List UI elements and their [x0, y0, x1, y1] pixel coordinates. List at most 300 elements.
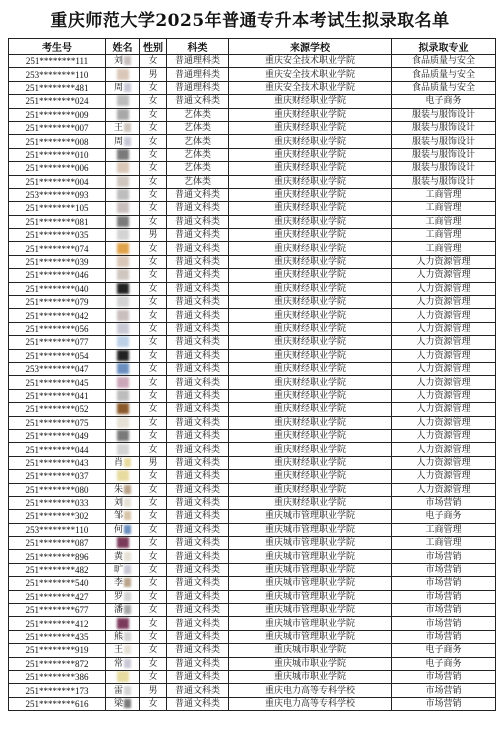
source-school-cell: 重庆财经职业学院 [229, 322, 392, 335]
major-cell: 市场营销 [392, 630, 496, 643]
category-cell: 普通文科类 [167, 322, 229, 335]
source-school-cell: 重庆财经职业学院 [229, 403, 392, 416]
gender-cell: 女 [140, 309, 167, 322]
redaction-mask [117, 323, 129, 334]
gender-cell: 女 [140, 336, 167, 349]
redaction-mask [117, 671, 129, 682]
name-text: 梁 [113, 698, 123, 709]
redaction-mask [117, 310, 129, 321]
gender-cell: 女 [140, 496, 167, 509]
name-cell [106, 269, 140, 282]
gender-cell: 女 [140, 296, 167, 309]
category-cell: 普通文科类 [167, 470, 229, 483]
table-row [9, 590, 496, 603]
category-cell: 普通文科类 [167, 202, 229, 215]
name-cell [106, 362, 140, 375]
name-text: 周 [113, 82, 123, 93]
redaction-mask [117, 537, 129, 548]
redaction-mask [117, 363, 129, 374]
name-cell [106, 242, 140, 255]
table-row [9, 336, 496, 349]
table-row [9, 81, 496, 94]
table-row [9, 470, 496, 483]
table-row [9, 416, 496, 429]
name-cell [106, 389, 140, 402]
exam-id-cell: 251********481 [9, 81, 106, 94]
category-cell: 艺体类 [167, 175, 229, 188]
name-text: 罗 [113, 591, 123, 602]
gender-cell: 女 [140, 403, 167, 416]
source-school-cell: 重庆财经职业学院 [229, 175, 392, 188]
table-row [9, 215, 496, 228]
gender-cell: 女 [140, 95, 167, 108]
table-row [9, 95, 496, 108]
table-row [9, 309, 496, 322]
name-text: 雷 [113, 685, 123, 696]
category-cell: 普通文科类 [167, 510, 229, 523]
name-cell [106, 670, 140, 683]
major-cell: 人力资源管理 [392, 470, 496, 483]
redaction-mask [117, 69, 129, 80]
source-school-cell: 重庆财经职业学院 [229, 296, 392, 309]
name-cell [106, 376, 140, 389]
name-cell [106, 175, 140, 188]
category-cell: 普通文科类 [167, 403, 229, 416]
major-cell: 市场营销 [392, 617, 496, 630]
name-text: 常 [113, 658, 123, 669]
exam-id-cell: 251********042 [9, 309, 106, 322]
major-cell: 人力资源管理 [392, 389, 496, 402]
redaction-mask [124, 56, 131, 65]
exam-id-cell: 251********024 [9, 95, 106, 108]
redaction-mask [117, 149, 129, 160]
name-text: 旷 [113, 565, 123, 576]
redaction-mask [124, 645, 131, 654]
table-row [9, 697, 496, 710]
category-cell: 普通文科类 [167, 537, 229, 550]
name-cell [106, 657, 140, 670]
table-row [9, 550, 496, 563]
table-row [9, 443, 496, 456]
exam-id-cell: 251********046 [9, 269, 106, 282]
table-body [9, 55, 496, 711]
table-row [9, 496, 496, 509]
major-cell: 人力资源管理 [392, 416, 496, 429]
exam-id-cell: 251********009 [9, 108, 106, 121]
source-school-cell: 重庆财经职业学院 [229, 242, 392, 255]
major-cell: 电子商务 [392, 644, 496, 657]
exam-id-cell: 251********079 [9, 296, 106, 309]
category-cell: 普通文科类 [167, 389, 229, 402]
redaction-mask [124, 578, 131, 587]
category-cell: 普通文科类 [167, 617, 229, 630]
gender-cell: 女 [140, 55, 167, 68]
gender-cell: 女 [140, 121, 167, 134]
major-cell: 服装与服饰设计 [392, 121, 496, 134]
category-cell: 普通文科类 [167, 362, 229, 375]
name-cell [106, 162, 140, 175]
redaction-mask [117, 470, 129, 481]
category-cell: 普通文科类 [167, 456, 229, 469]
table-row [9, 175, 496, 188]
gender-cell: 女 [140, 416, 167, 429]
major-cell: 工商管理 [392, 202, 496, 215]
gender-cell: 女 [140, 282, 167, 295]
table-row [9, 121, 496, 134]
redaction-mask [117, 176, 129, 187]
table-row [9, 162, 496, 175]
table-row [9, 483, 496, 496]
name-cell [106, 456, 140, 469]
redaction-mask [124, 525, 131, 534]
table-row [9, 229, 496, 242]
category-cell: 艺体类 [167, 121, 229, 134]
source-school-cell: 重庆城市职业学院 [229, 657, 392, 670]
gender-cell: 女 [140, 376, 167, 389]
exam-id-cell: 251********007 [9, 121, 106, 134]
major-cell: 人力资源管理 [392, 296, 496, 309]
exam-id-cell: 251********037 [9, 470, 106, 483]
exam-id-cell: 251********035 [9, 229, 106, 242]
name-text: 何 [113, 524, 123, 535]
name-cell [106, 282, 140, 295]
source-school-cell: 重庆财经职业学院 [229, 443, 392, 456]
major-cell: 人力资源管理 [392, 322, 496, 335]
redaction-mask [124, 565, 131, 574]
redaction-mask [117, 283, 129, 294]
table-row [9, 630, 496, 643]
gender-cell: 女 [140, 483, 167, 496]
exam-id-cell: 251********540 [9, 577, 106, 590]
name-text: 李 [113, 578, 123, 589]
exam-id-cell: 251********077 [9, 336, 106, 349]
major-cell: 市场营销 [392, 496, 496, 509]
gender-cell: 女 [140, 644, 167, 657]
major-cell: 食品质量与安全 [392, 81, 496, 94]
source-school-cell: 重庆财经职业学院 [229, 148, 392, 161]
gender-cell: 女 [140, 617, 167, 630]
category-cell: 普通文科类 [167, 604, 229, 617]
source-school-cell: 重庆财经职业学院 [229, 416, 392, 429]
category-cell: 普通文科类 [167, 496, 229, 509]
exam-id-cell: 253********110 [9, 68, 106, 81]
category-cell: 普通文科类 [167, 523, 229, 536]
gender-cell: 女 [140, 175, 167, 188]
category-cell: 普通理科类 [167, 68, 229, 81]
name-text: 周 [113, 136, 123, 147]
category-cell: 普通文科类 [167, 630, 229, 643]
redaction-mask [124, 458, 131, 467]
gender-cell: 女 [140, 269, 167, 282]
name-cell [106, 630, 140, 643]
table-row [9, 684, 496, 697]
source-school-cell: 重庆财经职业学院 [229, 255, 392, 268]
category-cell: 普通文科类 [167, 282, 229, 295]
name-cell [106, 55, 140, 68]
gender-cell: 男 [140, 68, 167, 81]
category-cell: 普通文科类 [167, 684, 229, 697]
exam-id-cell: 251********041 [9, 389, 106, 402]
category-cell: 普通文科类 [167, 349, 229, 362]
table-row [9, 362, 496, 375]
table-row [9, 55, 496, 68]
gender-cell: 女 [140, 443, 167, 456]
gender-cell: 女 [140, 255, 167, 268]
category-cell: 普通文科类 [167, 429, 229, 442]
source-school-cell: 重庆财经职业学院 [229, 470, 392, 483]
source-school-cell: 重庆城市管理职业学院 [229, 577, 392, 590]
name-cell [106, 121, 140, 134]
gender-cell: 女 [140, 135, 167, 148]
redaction-mask [124, 592, 131, 601]
table-row [9, 108, 496, 121]
major-cell: 人力资源管理 [392, 349, 496, 362]
table-row [9, 376, 496, 389]
category-cell: 艺体类 [167, 108, 229, 121]
table-row [9, 282, 496, 295]
table-row [9, 644, 496, 657]
redaction-mask [117, 336, 129, 347]
exam-id-cell: 251********427 [9, 590, 106, 603]
source-school-cell: 重庆电力高等专科学校 [229, 697, 392, 710]
major-cell: 人力资源管理 [392, 282, 496, 295]
source-school-cell: 重庆财经职业学院 [229, 309, 392, 322]
table-row [9, 670, 496, 683]
source-school-cell: 重庆财经职业学院 [229, 95, 392, 108]
name-cell [106, 697, 140, 710]
redaction-mask [117, 350, 129, 361]
category-cell: 普通文科类 [167, 563, 229, 576]
category-cell: 普通文科类 [167, 644, 229, 657]
redaction-mask [117, 256, 129, 267]
exam-id-cell: 251********677 [9, 604, 106, 617]
gender-cell: 女 [140, 81, 167, 94]
name-cell [106, 523, 140, 536]
major-cell: 人力资源管理 [392, 429, 496, 442]
category-cell: 普通文科类 [167, 550, 229, 563]
name-cell [106, 483, 140, 496]
name-text: 肖 [113, 457, 123, 468]
source-school-cell: 重庆财经职业学院 [229, 202, 392, 215]
table-row [9, 242, 496, 255]
major-cell: 人力资源管理 [392, 456, 496, 469]
major-cell: 市场营销 [392, 697, 496, 710]
table-row [9, 563, 496, 576]
exam-id-cell: 253********110 [9, 523, 106, 536]
major-cell: 市场营销 [392, 590, 496, 603]
table-row [9, 657, 496, 670]
name-cell [106, 68, 140, 81]
gender-cell: 女 [140, 470, 167, 483]
exam-id-cell: 251********045 [9, 376, 106, 389]
table-row [9, 148, 496, 161]
exam-id-cell: 251********482 [9, 563, 106, 576]
source-school-cell: 重庆安全技术职业学院 [229, 81, 392, 94]
table-row [9, 429, 496, 442]
exam-id-cell: 251********040 [9, 282, 106, 295]
exam-id-cell: 251********049 [9, 429, 106, 442]
category-cell: 普通文科类 [167, 188, 229, 201]
redaction-mask [124, 659, 131, 668]
header-name: 姓名 [106, 39, 140, 55]
gender-cell: 女 [140, 590, 167, 603]
category-cell: 普通文科类 [167, 215, 229, 228]
name-cell [106, 496, 140, 509]
name-cell [106, 577, 140, 590]
gender-cell: 女 [140, 349, 167, 362]
name-cell [106, 108, 140, 121]
gender-cell: 女 [140, 670, 167, 683]
table-row [9, 510, 496, 523]
name-text: 潘 [113, 605, 123, 616]
name-cell [106, 604, 140, 617]
redaction-mask [117, 377, 129, 388]
major-cell: 服装与服饰设计 [392, 162, 496, 175]
category-cell: 普通文科类 [167, 590, 229, 603]
redaction-mask [117, 269, 129, 280]
gender-cell: 女 [140, 389, 167, 402]
redaction-mask [117, 95, 129, 106]
major-cell: 市场营销 [392, 577, 496, 590]
source-school-cell: 重庆城市管理职业学院 [229, 510, 392, 523]
gender-cell: 女 [140, 429, 167, 442]
name-cell [106, 443, 140, 456]
table-row [9, 537, 496, 550]
table-row [9, 188, 496, 201]
major-cell: 电子商务 [392, 657, 496, 670]
gender-cell: 女 [140, 563, 167, 576]
table-row [9, 296, 496, 309]
name-cell [106, 617, 140, 630]
name-text: 黄 [113, 551, 123, 562]
exam-id-cell: 251********054 [9, 349, 106, 362]
major-cell: 服装与服饰设计 [392, 175, 496, 188]
admission-table [8, 38, 496, 711]
source-school-cell: 重庆安全技术职业学院 [229, 55, 392, 68]
gender-cell: 女 [140, 604, 167, 617]
name-cell [106, 349, 140, 362]
category-cell: 普通文科类 [167, 309, 229, 322]
name-cell [106, 563, 140, 576]
category-cell: 艺体类 [167, 162, 229, 175]
exam-id-cell: 251********010 [9, 148, 106, 161]
major-cell: 市场营销 [392, 563, 496, 576]
category-cell: 普通文科类 [167, 296, 229, 309]
redaction-mask [117, 618, 129, 629]
category-cell: 普通理科类 [167, 55, 229, 68]
table-row [9, 523, 496, 536]
major-cell: 人力资源管理 [392, 269, 496, 282]
name-cell [106, 202, 140, 215]
name-cell [106, 135, 140, 148]
exam-id-cell: 251********052 [9, 403, 106, 416]
name-cell [106, 309, 140, 322]
exam-id-cell: 251********173 [9, 684, 106, 697]
exam-id-cell: 253********047 [9, 362, 106, 375]
gender-cell: 女 [140, 537, 167, 550]
major-cell: 食品质量与安全 [392, 68, 496, 81]
name-cell [106, 537, 140, 550]
source-school-cell: 重庆财经职业学院 [229, 135, 392, 148]
source-school-cell: 重庆城市管理职业学院 [229, 563, 392, 576]
major-cell: 工商管理 [392, 215, 496, 228]
header-major: 拟录取专业 [392, 39, 496, 55]
source-school-cell: 重庆财经职业学院 [229, 282, 392, 295]
major-cell: 人力资源管理 [392, 403, 496, 416]
category-cell: 普通文科类 [167, 336, 229, 349]
gender-cell: 女 [140, 162, 167, 175]
source-school-cell: 重庆城市管理职业学院 [229, 604, 392, 617]
source-school-cell: 重庆城市管理职业学院 [229, 630, 392, 643]
source-school-cell: 重庆城市管理职业学院 [229, 537, 392, 550]
redaction-mask [117, 229, 129, 240]
table-row [9, 389, 496, 402]
gender-cell: 女 [140, 577, 167, 590]
category-cell: 普通文科类 [167, 255, 229, 268]
exam-id-cell: 251********087 [9, 537, 106, 550]
major-cell: 市场营销 [392, 604, 496, 617]
exam-id-cell: 251********111 [9, 55, 106, 68]
category-cell: 普通文科类 [167, 670, 229, 683]
name-cell [106, 644, 140, 657]
source-school-cell: 重庆财经职业学院 [229, 188, 392, 201]
source-school-cell: 重庆财经职业学院 [229, 362, 392, 375]
name-cell [106, 590, 140, 603]
table-row [9, 135, 496, 148]
table-row [9, 68, 496, 81]
source-school-cell: 重庆财经职业学院 [229, 496, 392, 509]
name-cell [106, 470, 140, 483]
major-cell: 电子商务 [392, 95, 496, 108]
source-school-cell: 重庆电力高等专科学校 [229, 684, 392, 697]
major-cell: 工商管理 [392, 229, 496, 242]
redaction-mask [117, 403, 129, 414]
name-cell [106, 684, 140, 697]
redaction-mask [117, 189, 129, 200]
gender-cell: 女 [140, 697, 167, 710]
exam-id-cell: 251********074 [9, 242, 106, 255]
source-school-cell: 重庆财经职业学院 [229, 336, 392, 349]
name-cell [106, 255, 140, 268]
major-cell: 工商管理 [392, 537, 496, 550]
gender-cell: 女 [140, 630, 167, 643]
exam-id-cell: 251********919 [9, 644, 106, 657]
redaction-mask [124, 511, 131, 520]
exam-id-cell: 251********386 [9, 670, 106, 683]
redaction-mask [117, 430, 129, 441]
category-cell: 普通文科类 [167, 229, 229, 242]
header-category: 科类 [167, 39, 229, 55]
name-text: 王 [113, 645, 123, 656]
major-cell: 人力资源管理 [392, 362, 496, 375]
exam-id-cell: 251********075 [9, 416, 106, 429]
exam-id-cell: 251********080 [9, 483, 106, 496]
source-school-cell: 重庆城市职业学院 [229, 670, 392, 683]
redaction-mask [117, 216, 129, 227]
gender-cell: 女 [140, 322, 167, 335]
source-school-cell: 重庆财经职业学院 [229, 389, 392, 402]
source-school-cell: 重庆财经职业学院 [229, 429, 392, 442]
category-cell: 普通文科类 [167, 657, 229, 670]
table-row [9, 349, 496, 362]
redaction-mask [117, 390, 129, 401]
redaction-mask [117, 109, 129, 120]
category-cell: 普通文科类 [167, 269, 229, 282]
redaction-mask [124, 552, 131, 561]
name-text: 邹 [113, 511, 123, 522]
name-cell [106, 336, 140, 349]
gender-cell: 女 [140, 108, 167, 121]
